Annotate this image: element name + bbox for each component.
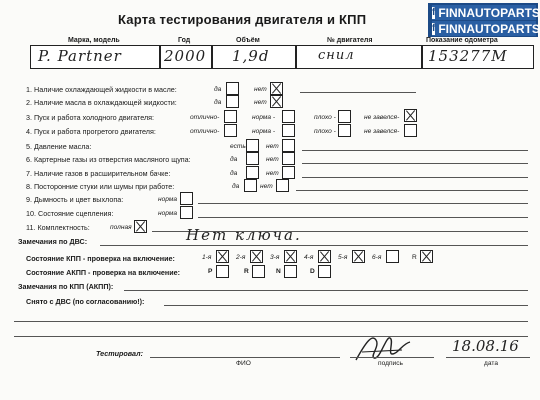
gear-1-label: 1-я (202, 254, 212, 261)
row-5-no-checkbox[interactable] (282, 139, 295, 152)
year-value: 2000 (164, 47, 207, 65)
row-11-label: 11. Комплектность: (26, 223, 90, 232)
row-4-normal-label: норма - (252, 128, 276, 135)
row-7-label: 7. Наличие газов в расширительном бачке: (26, 169, 171, 178)
row-4-bad-label: плохо - (314, 128, 336, 135)
engine-number-label: № двигателя (327, 37, 373, 44)
remarks-gearbox-line (124, 290, 528, 291)
row-1-yes-checkbox[interactable] (226, 82, 239, 95)
make-label: Марка, модель (68, 37, 120, 44)
row-8-label: 8. Посторонние стуки или шумы при работе: (26, 182, 175, 191)
auto-p-label: P (208, 268, 213, 275)
row-6-note-line (302, 163, 528, 164)
document-title: Карта тестирования двигателя и КПП (118, 12, 367, 27)
row-10-normal-label: норма (158, 210, 178, 217)
row-10-normal-checkbox[interactable] (180, 206, 193, 219)
row-5-yes-checkbox[interactable] (246, 139, 259, 152)
auto-r-checkbox[interactable] (252, 265, 265, 278)
row-1-note-line (300, 92, 416, 93)
row-7-yes-checkbox[interactable] (246, 166, 259, 179)
row-3-label: 3. Пуск и работа холодного двигателя: (26, 113, 155, 122)
row-7-no-label: нет (266, 170, 279, 177)
row-5-yes-label: есть (230, 143, 246, 150)
volume-value: 1,9d (232, 47, 270, 65)
signature-label: подпись (378, 360, 403, 367)
row-7-no-checkbox[interactable] (282, 166, 295, 179)
date-value: 18.08.16 (452, 337, 519, 355)
row-10-note-line (198, 217, 528, 218)
row-6-no-checkbox[interactable] (282, 152, 295, 165)
remarks-gearbox-label: Замечания по КПП (АКПП): (18, 282, 114, 291)
remarks-engine-label: Замечания по ДВС: (18, 237, 88, 246)
logo-mark-icon: f (432, 22, 436, 34)
gear-2-label: 2-я (236, 254, 246, 261)
row-2-no-label: нет (254, 99, 267, 106)
gear-1-checkbox[interactable] (216, 250, 229, 263)
row-11-complete-label: полная (110, 224, 132, 231)
odometer-value: 153277М (428, 47, 508, 65)
auto-n-label: N (276, 268, 281, 275)
gear-4-label: 4-я (304, 254, 314, 261)
row-4-no-start-label: не завелся- (364, 128, 400, 135)
gear-r-checkbox[interactable] (420, 250, 433, 263)
row-6-no-label: нет (266, 156, 279, 163)
row-6-yes-label: да (230, 156, 238, 163)
auto-d-checkbox[interactable] (318, 265, 331, 278)
row-4-normal-checkbox[interactable] (282, 124, 295, 137)
auto-r-label: R (244, 268, 249, 275)
year-label: Год (178, 37, 191, 44)
row-1-label: 1. Наличие охлаждающей жидкости в масле: (26, 85, 177, 94)
row-2-yes-label: да (214, 99, 222, 106)
gear-5-checkbox[interactable] (352, 250, 365, 263)
tested-by-label: Тестировал: (96, 349, 143, 358)
row-3-excellent-label: отлично- (190, 114, 220, 121)
remarks-engine-value: Нет ключа. (186, 226, 302, 244)
removed-line-3 (14, 336, 528, 337)
row-3-bad-checkbox[interactable] (338, 110, 351, 123)
row-8-no-checkbox[interactable] (276, 179, 289, 192)
removed-line-2 (14, 321, 528, 322)
row-1-no-checkbox[interactable] (270, 82, 283, 95)
row-7-note-line (302, 177, 528, 178)
removed-label: Снято с ДВС (по согласованию!): (26, 297, 145, 306)
row-3-no-start-checkbox[interactable] (404, 109, 417, 122)
row-10-label: 10. Состояние сцепления: (26, 209, 114, 218)
watermark-logo (428, 3, 538, 37)
row-9-note-line (198, 203, 528, 204)
signature-line (350, 357, 434, 358)
row-3-normal-label: норма - (252, 114, 276, 121)
logo-line-1: f FINNAUTOPARTS (432, 5, 540, 20)
row-11-complete-checkbox[interactable] (134, 220, 147, 233)
row-3-bad-label: плохо - (314, 114, 336, 121)
row-8-yes-label: да (232, 183, 240, 190)
row-7-yes-label: да (230, 170, 238, 177)
row-2-no-checkbox[interactable] (270, 95, 283, 108)
row-5-label: 5. Давление масла: (26, 142, 92, 151)
row-8-note-line (296, 190, 528, 191)
row-6-yes-checkbox[interactable] (246, 152, 259, 165)
row-2-yes-checkbox[interactable] (226, 95, 239, 108)
auto-p-checkbox[interactable] (216, 265, 229, 278)
fio-label: ФИО (236, 360, 251, 367)
engine-number-field (296, 45, 422, 69)
row-4-excellent-label: отлично- (190, 128, 220, 135)
row-3-no-start-label: не завелся- (364, 114, 400, 121)
row-1-no-label: нет (254, 86, 267, 93)
row-5-note-line (302, 150, 528, 151)
gear-6-label: 6-я (372, 254, 382, 261)
gear-2-checkbox[interactable] (250, 250, 263, 263)
gear-6-checkbox[interactable] (386, 250, 399, 263)
row-4-bad-checkbox[interactable] (338, 124, 351, 137)
date-line (446, 357, 530, 358)
auto-d-label: D (310, 268, 315, 275)
row-4-no-start-checkbox[interactable] (404, 124, 417, 137)
row-4-label: 4. Пуск и работа прогретого двигателя: (26, 127, 156, 136)
gear-3-checkbox[interactable] (284, 250, 297, 263)
remarks-engine-line (100, 245, 528, 246)
row-9-normal-label: норма (158, 196, 178, 203)
removed-line-1 (164, 305, 528, 306)
volume-label: Объём (236, 37, 260, 44)
gearbox-manual-label: Состояние КПП - проверка на включение: (26, 254, 175, 263)
row-9-normal-checkbox[interactable] (180, 192, 193, 205)
gear-r-label: R (412, 254, 417, 261)
gear-3-label: 3-я (270, 254, 280, 261)
row-2-label: 2. Наличие масла в охлаждающей жидкости: (26, 98, 177, 107)
tested-by-line (150, 357, 340, 358)
row-8-yes-checkbox[interactable] (244, 179, 257, 192)
make-value: P. Partner (38, 47, 122, 65)
row-8-no-label: нет (260, 183, 273, 190)
engine-number-value: снил (318, 48, 355, 63)
row-6-label: 6. Картерные газы из отверстия масляного щупа: (26, 155, 191, 164)
row-3-excellent-checkbox[interactable] (224, 110, 237, 123)
gear-4-checkbox[interactable] (318, 250, 331, 263)
logo-line-2: f FINNAUTOPARTS (432, 21, 540, 36)
row-1-yes-label: да (214, 86, 222, 93)
logo-mark-icon: f (432, 6, 436, 18)
row-4-excellent-checkbox[interactable] (224, 124, 237, 137)
row-5-no-label: нет (266, 143, 279, 150)
row-9-label: 9. Дымность и цвет выхлопа: (26, 195, 124, 204)
gear-5-label: 5-я (338, 254, 348, 261)
gearbox-auto-label: Состояние АКПП - проверка на включение: (26, 268, 181, 277)
date-label: дата (484, 360, 498, 367)
odometer-label: Показание одометра (426, 37, 498, 44)
auto-n-checkbox[interactable] (284, 265, 297, 278)
row-3-normal-checkbox[interactable] (282, 110, 295, 123)
